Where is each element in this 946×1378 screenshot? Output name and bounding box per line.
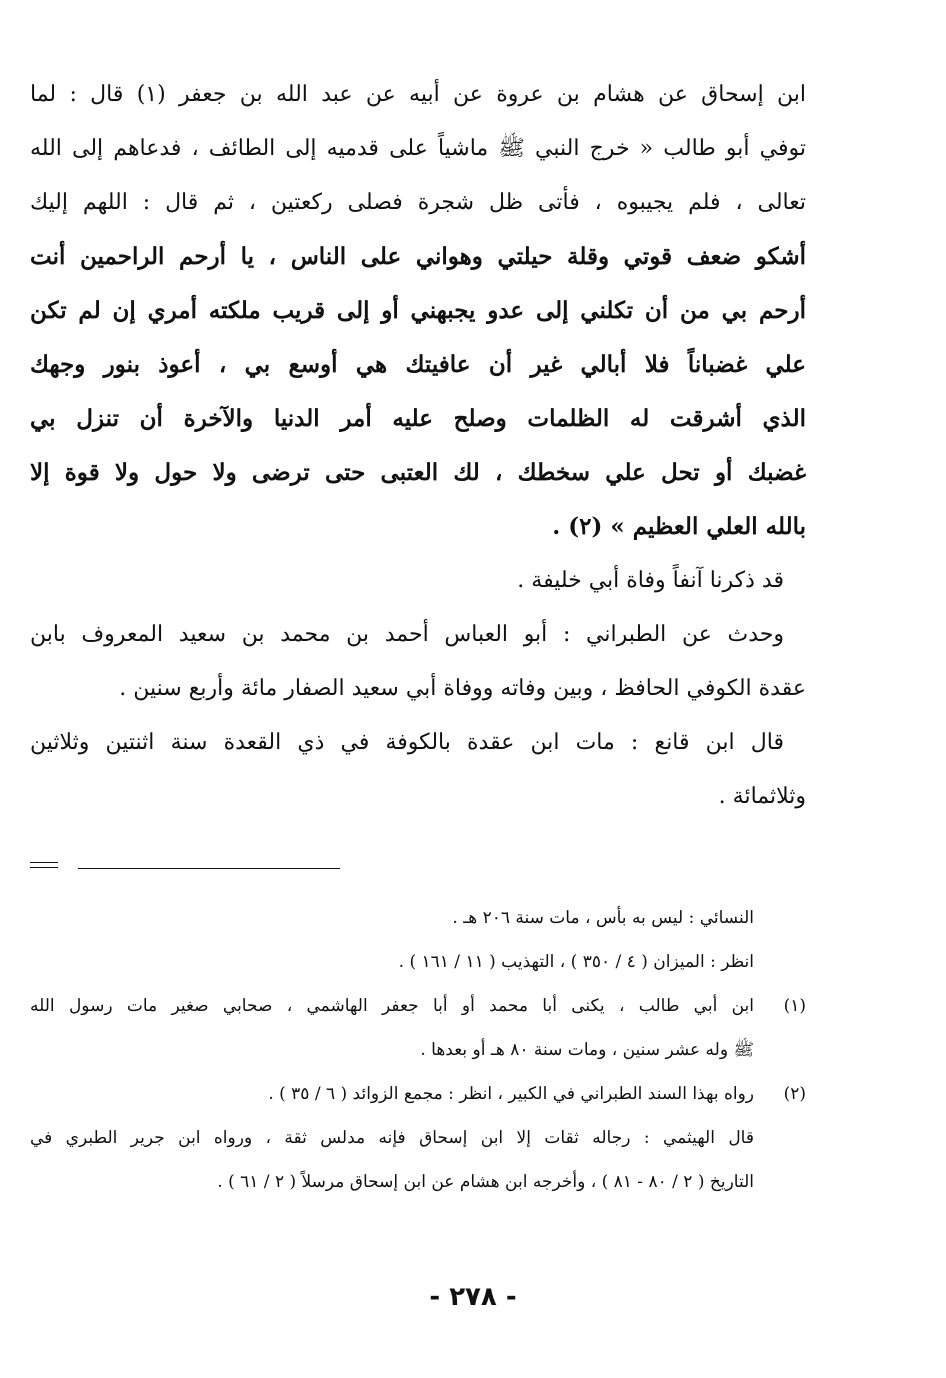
main-line-1: ابن إسحاق عن هشام بن عروة عن أبيه عن عبد الله بن جعفر (١) قال : لما	[30, 82, 806, 107]
footnote-continuation-mark	[30, 862, 58, 868]
main-line-3: تعالى ، فلم يجيبوه ، فأتى ظل شجرة فصلى ركعتين ، ثم قال : اللهم إليك	[30, 190, 806, 215]
main-line-4: أشكو ضعف قوتي وقلة حيلتي وهواني على الناس ، يا أرحم الراحمين أنت	[30, 243, 806, 270]
footnote-1-line-2: ﷺ وله عشر سنين ، ومات سنة ٨٠ هـ أو بعدها .	[420, 1040, 754, 1060]
main-line-8: غضبك أو تحل علي سخطك ، لك العتبى حتى ترضى ولا حول ولا قوة إلا	[30, 459, 806, 486]
footnote-2-line-1: رواه بهذا السند الطبراني في الكبير ، انظر : مجمع الزوائد ( ٦ / ٣٥ ) .	[268, 1084, 754, 1104]
main-line-7: الذي أشرقت له الظلمات وصلح عليه أمر الدنيا والآخرة أن تنزل بي	[30, 405, 806, 432]
main-line-6: علي غضباناً فلا أبالي غير أن عافيتك هي أوسع بي ، أعوذ بنور وجهك	[30, 351, 806, 378]
footnotes	[30, 896, 806, 1204]
main-line-2: توفي أبو طالب « خرج النبي ﷺ ماشياً على قدميه إلى الطائف ، فدعاهم إلى الله	[30, 136, 806, 161]
page-number: - ٢٧٨ -	[429, 1282, 517, 1312]
footnote-tail-line-2: التاريخ ( ٢ / ٨٠ - ٨١ ) ، وأخرجه ابن هشام عن ابن إسحاق مرسلاً ( ٢ / ٦١ ) .	[217, 1172, 754, 1192]
main-line-10: قد ذكرنا آنفاً وفاة أبي خليفة .	[517, 568, 784, 593]
main-line-5: أرحم بي من أن تكلني إلى عدو يجبهني أو إلى قريب ملكته أمري إن لم تكن	[30, 297, 806, 324]
footnote-tail-line-1: قال الهيثمي : رجاله ثقات إلا ابن إسحاق فإنه مدلس ثقة ، ورواه ابن جرير الطبري في	[30, 1128, 754, 1148]
footnote-1-line-1: ابن أبي طالب ، يكنى أبا محمد أو أبا جعفر الهاشمي ، صحابي صغير مات رسول الله	[30, 996, 754, 1016]
footnote-1-number: (١)	[783, 996, 806, 1016]
main-text	[30, 68, 806, 824]
footnote-rule	[78, 868, 340, 869]
main-line-13: قال ابن قانع : مات ابن عقدة بالكوفة في ذي القعدة سنة اثنتين وثلاثين	[30, 730, 784, 755]
footnote-separator	[30, 860, 806, 880]
main-line-11: وحدث عن الطبراني : أبو العباس أحمد بن محمد بن سعيد المعروف بابن	[30, 622, 784, 647]
main-line-9: بالله العلي العظيم » (٢) .	[552, 513, 806, 540]
page-body	[30, 68, 806, 1204]
footnote-carry-line-2: انظر : الميزان ( ٤ / ٣٥٠ ) ، التهذيب ( ١١ / ١٦١ ) .	[398, 952, 754, 972]
footnote-carry-line-1: النسائي : ليس به بأس ، مات سنة ٢٠٦ هـ .	[452, 908, 754, 928]
main-line-12: عقدة الكوفي الحافظ ، وبين وفاته ووفاة أبي سعيد الصفار مائة وأربع سنين .	[119, 676, 806, 701]
main-line-14: وثلاثمائة .	[718, 784, 806, 809]
footnote-2	[30, 1072, 806, 1116]
footnote-2-number: (٢)	[783, 1084, 806, 1104]
footnote-1	[30, 984, 806, 1072]
